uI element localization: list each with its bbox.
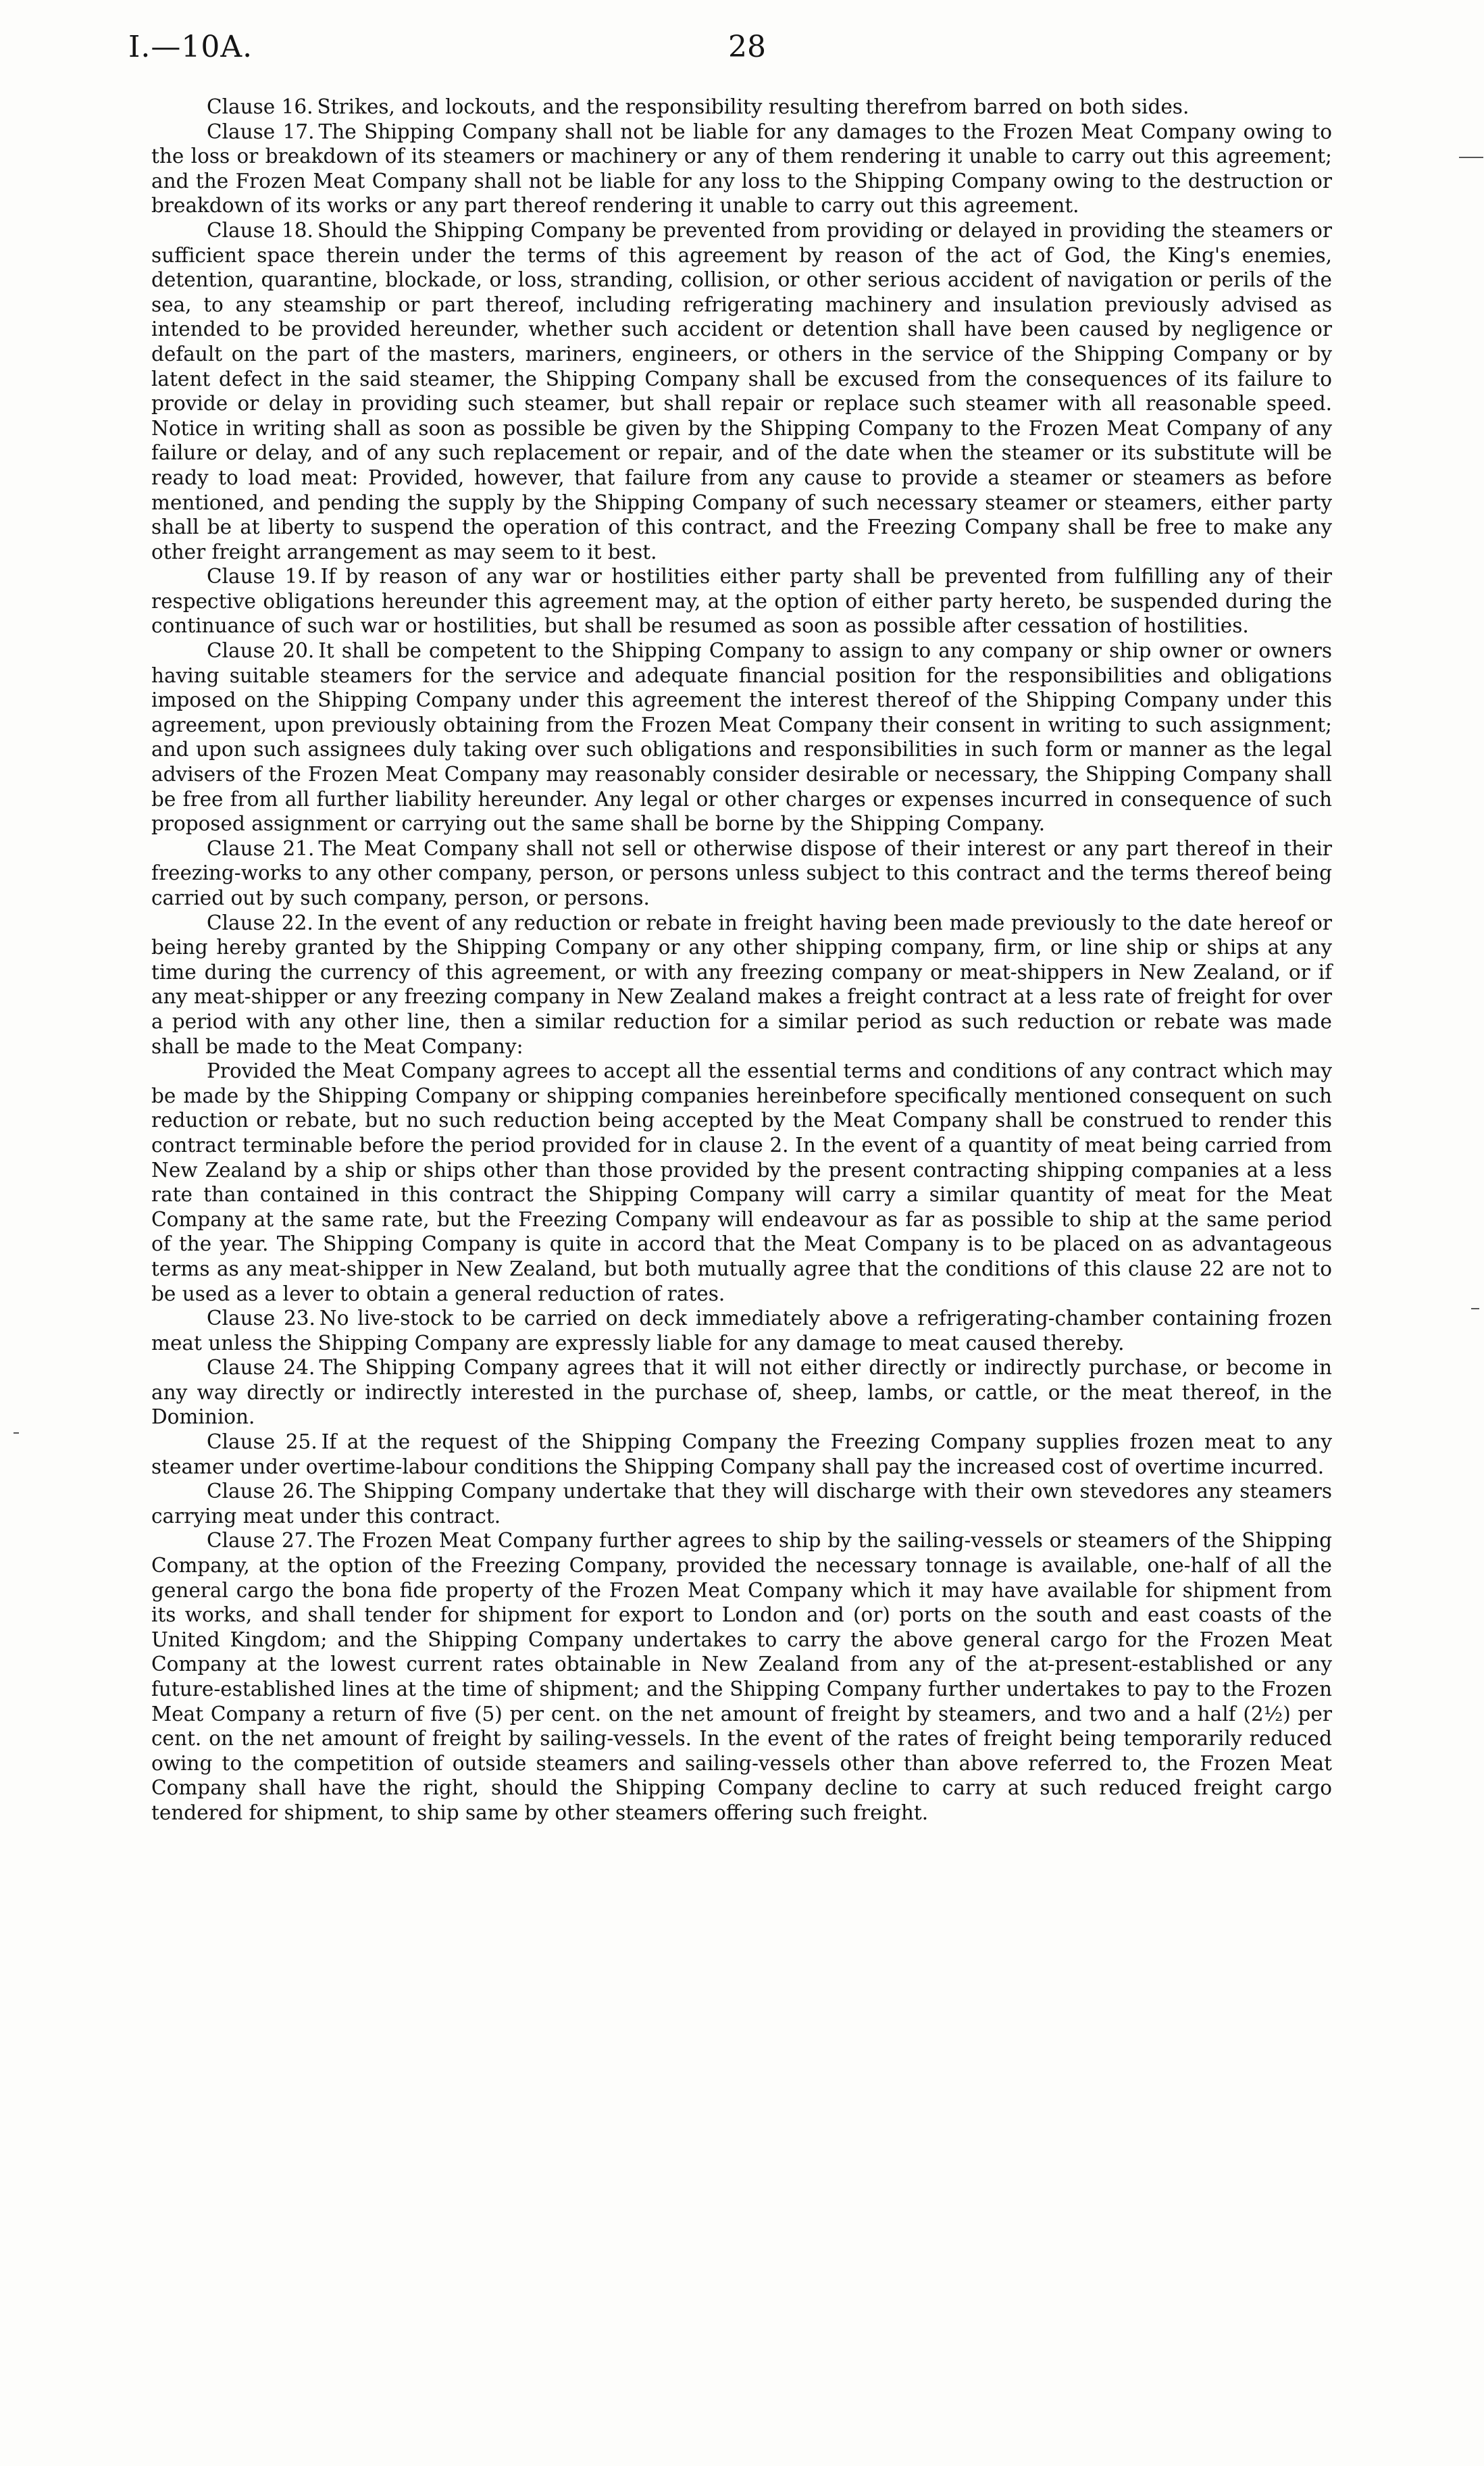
clause-label: Clause 17. <box>207 120 315 143</box>
body-text <box>151 95 1332 1826</box>
document-reference: I.—10A. <box>128 30 253 64</box>
clause-label: Clause 27. <box>207 1529 313 1553</box>
clause-16 <box>151 95 1332 120</box>
clause-26 <box>151 1479 1332 1528</box>
clause-text: It shall be competent to the Shipping Company to assign to any company or ship owner or owners having suitable steamers for the service and adequate financial position for the responsibilities and obligations imposed on the Shipping Company under this agreement the interest thereof of the Shipping Company under this agreement, upon previously obtaining from the Frozen Meat Company their consent in writing to such assignment; and upon such assignees duly taking over such obligations and responsibilities in such form or manner as the legal advisers of the Frozen Meat Company may reasonably consider desirable or necessary, the Shipping Company shall be free from all further liability hereunder. Any legal or other charges or expenses incurred in consequence of such proposed assignment or carrying out the same shall be borne by the Shipping Company. <box>151 639 1333 836</box>
clause-label: Clause 19. <box>207 565 317 588</box>
clause-text: If at the request of the Shipping Company the Freezing Company supplies frozen meat to any steamer under overtime-labour conditions the Shipping Company shall pay the increased cost of overtime incurred. <box>151 1430 1332 1478</box>
clause-text: No live-stock to be carried on deck immediately above a refrigerating-chamber containing frozen meat unless the Shipping Company are expressly liable for any damage to meat caused thereby. <box>151 1307 1332 1355</box>
clause-19 <box>151 564 1332 638</box>
clause-text: The Shipping Company undertake that they will discharge with their own stevedores any steamers carrying meat under this contract. <box>151 1480 1332 1528</box>
clause-20 <box>151 638 1332 836</box>
clause-22 <box>151 911 1332 1059</box>
clause-25 <box>151 1430 1332 1479</box>
clause-label: Clause 26. <box>207 1480 314 1503</box>
clause-text: If by reason of any war or hostilities either party shall be prevented from fulfilling any of their respective obligations hereunder this agreement may, at the option of either party hereto, be suspended during the continuance of such war or hostilities, but shall be resumed as soon as possible after cessation of hostilities. <box>151 565 1332 638</box>
margin-mark <box>1471 1308 1479 1309</box>
clause-label: Clause 21. <box>207 836 315 860</box>
clause-text: Should the Shipping Company be prevented from providing or delayed in providing the steamers or sufficient space therein under the terms of this agreement by reason of the act of God, the King's enemies, detention, quarantine, blockade, or loss, stranding, collision, or other serious accident of navigation or perils of the sea, to any steamship or part thereof, including refrigerating machinery and insulation previously advised as intended to be provided hereunder, whether such accident or detention shall have been caused by negligence or default on the part of the masters, mariners, engineers, or others in the service of the Shipping Company or by latent defect in the said steamer, the Shipping Company shall be excused from the consequences of its failure to provide or delay in providing such steamer, but shall repair or replace such steamer with all reasonable speed. Notice in writing shall as soon as possible be given by the Shipping Company to the Frozen Meat Company of any failure or delay, and of any such replacement or repair, and of the date when the steamer or its substitute will be ready to load meat: Provided, however, that failure from any cause to provide a steamer or steamers as before mentioned, and pending the supply by the Shipping Company of such necessary steamer or steamers, either party shall be at liberty to suspend the operation of this contract, and the Freezing Company shall be free to make any other freight arrangement as may seem to it best. <box>151 218 1332 563</box>
clause-text: The Meat Company shall not sell or otherwise dispose of their interest or any part thereof in their freezing-works to any other company, person, or persons unless subject to this contract and the terms thereof being carried out by such company, person, or persons. <box>151 836 1333 909</box>
clause-text: The Shipping Company shall not be liable for any damages to the Frozen Meat Company owing to the loss or breakdown of its steamers or machinery or any of them rendering it unable to carry out this agreement; and the Frozen Meat Company shall not be liable for any loss to the Shipping Company owing to the destruction or breakdown of its works or any part thereof rendering it unable to carry out this agreement. <box>151 120 1332 218</box>
clause-22-proviso <box>151 1059 1332 1306</box>
page-header <box>0 26 1484 80</box>
clause-text: In the event of any reduction or rebate in freight having been made previously to the date hereof or being hereby granted by the Shipping Company or any other shipping company, firm, or line ship or ships at any time during the currency of this agreement, or with any freezing company or meat-shippers in New Zealand, or if any meat-shipper or any freezing company in New Zealand makes a freight contract at a less rate of freight for over a period with any other line, then a similar reduction for a similar period as such reduction or rebate was made shall be made to the Meat Company: <box>151 911 1333 1058</box>
clause-text: The Frozen Meat Company further agrees to ship by the sailing-vessels or steamers of the Shipping Company, at the option of the Freezing Company, provided the necessary tonnage is available, one-half of all the general cargo the bona fide property of the Frozen Meat Company which it may have available for shipment from its works, and shall tender for shipment for export to London and (or) ports on the south and east coasts of the United Kingdom; and the Shipping Company undertakes to carry the above general cargo for the Frozen Meat Company at the lowest current rates obtainable in New Zealand from any of the at-present-established or any future-established lines at the time of shipment; and the Shipping Company further undertakes to pay to the Frozen Meat Company a return of five (5) per cent. on the net amount of freight by steamers, and two and a half (2½) per cent. on the net amount of freight by sailing-vessels. In the event of the rates of freight being temporarily reduced owing to the competition of outside steamers and sailing-vessels other than above referred to, the Frozen Meat Company shall have the right, should the Shipping Company decline to carry at such reduced freight cargo tendered for shipment, to ship same by other steamers offering such freight. <box>151 1529 1332 1824</box>
clause-label: Clause 20. <box>207 639 315 663</box>
clause-label: Clause 23. <box>207 1307 315 1330</box>
clause-21 <box>151 836 1332 911</box>
margin-mark <box>14 1432 19 1434</box>
clause-label: Clause 22. <box>207 911 313 934</box>
clause-text: The Shipping Company agrees that it will not either directly or indirectly purchase, or become in any way directly or indirectly interested in the purchase of, sheep, lambs, or cattle, or the meat thereof, in the Dominion. <box>151 1356 1332 1429</box>
clause-18 <box>151 218 1332 564</box>
clause-label: Clause 18. <box>207 218 313 242</box>
page-number: 28 <box>728 30 766 64</box>
clause-text: Strikes, and lockouts, and the responsibility resulting therefrom barred on both sides. <box>317 95 1189 118</box>
clause-label: Clause 16. <box>207 95 313 118</box>
clause-label: Clause 25. <box>207 1430 317 1454</box>
margin-mark <box>1459 157 1483 158</box>
clause-label: Clause 24. <box>207 1356 315 1380</box>
clause-text: Provided the Meat Company agrees to accept all the essential terms and conditions of any contract which may be made by the Shipping Company or shipping companies hereinbefore specifically mentioned consequent on such reduction or rebate, but no such reduction being accepted by the Meat Company shall be construed to render this contract terminable before the period provided for in clause 2. In the event of a quantity of meat being carried from New Zealand by a ship or ships other than those provided by the present contracting shipping companies at a less rate than contained in this contract the Shipping Company will carry a similar quantity of meat for the Meat Company at the same rate, but the Freezing Company will endeavour as far as possible to ship at the same period of the year. The Shipping Company is quite in accord that the Meat Company is to be placed on as advantageous terms as any meat-shipper in New Zealand, but both mutually agree that the conditions of this clause 22 are not to be used as a lever to obtain a general reduction of rates. <box>151 1059 1332 1305</box>
clause-27 <box>151 1528 1332 1825</box>
clause-17 <box>151 120 1332 218</box>
clause-23 <box>151 1306 1332 1355</box>
clause-24 <box>151 1355 1332 1430</box>
